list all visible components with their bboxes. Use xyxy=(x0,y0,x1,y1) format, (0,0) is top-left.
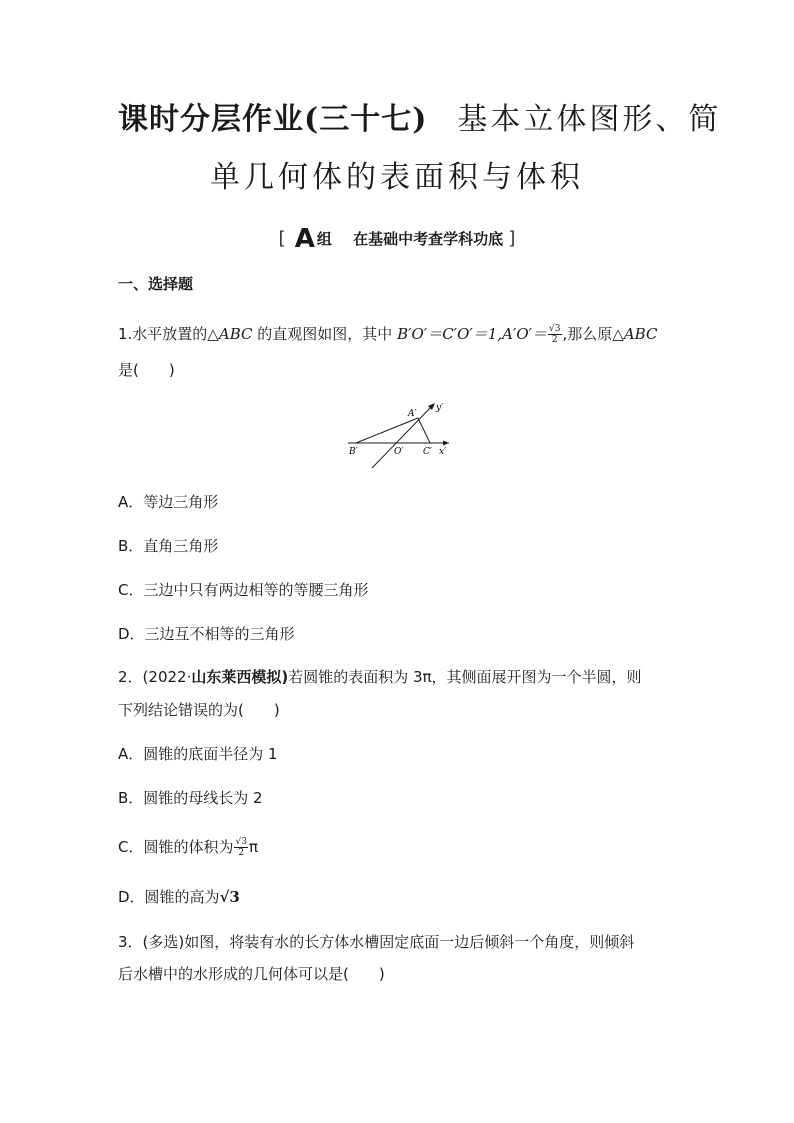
q2-c-fraction xyxy=(234,837,247,858)
group-label: 组 xyxy=(316,230,332,248)
question-1-line-2: 是( ) xyxy=(118,361,175,379)
q1-frac-den: 2 xyxy=(551,335,558,345)
q2-c-frac-num: √3 xyxy=(235,837,247,847)
q1-option-d: D．三边互不相等的三角形 xyxy=(118,625,295,643)
title-right: 基本立体图形、简 xyxy=(457,102,722,137)
q1-triangle-2: ABC xyxy=(623,325,658,343)
label-x: x′ xyxy=(439,447,447,457)
question-2-line-2: 下列结论错误的为( ) xyxy=(118,701,280,719)
q2-option-a: A．圆锥的底面半径为 1 xyxy=(118,745,278,763)
title-left: 课时分层作业(三十七) xyxy=(118,102,428,137)
x-axis-arrow xyxy=(443,441,449,446)
side-a-c xyxy=(418,418,430,443)
q1-frac-num: √3 xyxy=(549,324,561,334)
q2-option-d xyxy=(118,885,240,909)
label-b: B′ xyxy=(349,447,358,457)
oblique-triangle-figure xyxy=(338,396,458,470)
q1-text-mid: 的直观图如图，其中 xyxy=(257,325,393,343)
q2-option-c xyxy=(118,835,258,859)
label-o: O′ xyxy=(394,447,404,457)
q1-option-c: C．三边中只有两边相等的等腰三角形 xyxy=(118,581,369,599)
page-title-line2: 单几何体的表面积与体积 xyxy=(210,160,584,195)
q1-text-pre: 1.水平放置的△ xyxy=(118,325,219,343)
q1-eq-1: B′O′＝C′O′＝1, xyxy=(397,325,503,343)
question-3-line-1: 3．(多选)如图，将装有水的长方体水槽固定底面一边后倾斜一个角度，则倾斜 xyxy=(118,933,635,951)
group-description: 在基础中考查学科功底 xyxy=(353,230,504,248)
q2-d-text: D．圆锥的高为 xyxy=(118,888,220,906)
section-title: 一、选择题 xyxy=(118,275,194,293)
q1-option-b: B．直角三角形 xyxy=(118,537,219,555)
q1-eq-2: A′O′＝ xyxy=(502,325,548,343)
label-a: A′ xyxy=(408,409,417,419)
question-1-line-1 xyxy=(118,322,657,346)
group-badge: A xyxy=(294,224,315,254)
q2-c-frac-den: 2 xyxy=(238,848,245,858)
label-c: C′ xyxy=(423,447,432,457)
page-title xyxy=(118,94,722,138)
q2-d-value: √3 xyxy=(219,888,240,906)
question-3-line-2: 后水槽中的水形成的几何体可以是( ) xyxy=(118,965,385,983)
q1-text-post: ,那么原△ xyxy=(562,325,624,343)
group-heading xyxy=(0,224,794,254)
y-axis-line xyxy=(372,405,433,468)
q2-c-pi: π xyxy=(248,838,258,856)
question-2-line-1 xyxy=(118,665,642,689)
label-y: y′ xyxy=(436,403,444,413)
q2-source: 山东莱西模拟) xyxy=(191,668,289,686)
q1-triangle: ABC xyxy=(218,325,253,343)
q2-text-pre: 2．(2022· xyxy=(118,668,192,686)
q2-option-b: B．圆锥的母线长为 2 xyxy=(118,789,263,807)
q1-option-a: A．等边三角形 xyxy=(118,493,219,511)
q1-fraction xyxy=(548,324,561,345)
q2-text-post: 若圆锥的表面积为 3π，其侧面展开图为一个半圆，则 xyxy=(288,668,642,686)
q2-c-text: C．圆锥的体积为 xyxy=(118,838,234,856)
bracket-close: ] xyxy=(508,228,516,249)
bracket-open: [ xyxy=(278,228,286,249)
